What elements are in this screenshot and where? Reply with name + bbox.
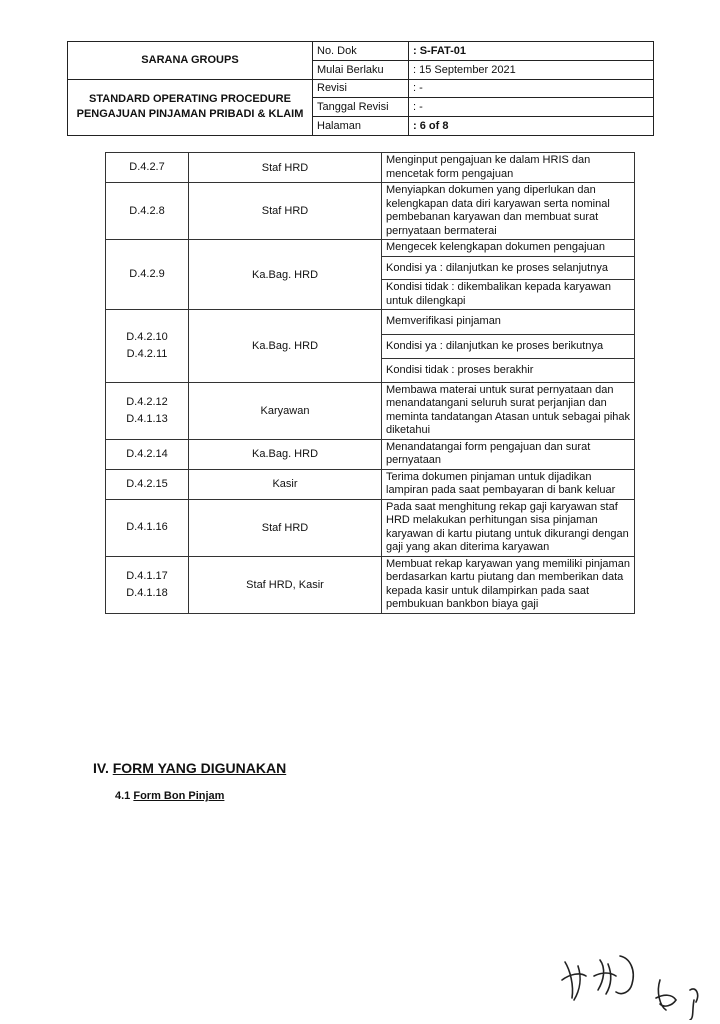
step-action: Membuat rekap karyawan yang memiliki pinjaman berdasarkan kartu piutang dan memberikan data kepada kasir untuk dilampirkan pada saat pembukuan bankbon biaya gaji [382,556,635,613]
table-row [106,499,635,556]
step-action: Menginput pengajuan ke dalam HRIS dan mencetak form pengajuan [382,153,635,183]
step-role: Ka.Bag. HRD [189,310,382,383]
table-row [106,556,635,613]
field-value: : - [409,79,654,98]
step-role: Karyawan [189,382,382,439]
section-title: FORM YANG DIGUNAKAN [112,760,287,776]
table-row [106,382,635,439]
step-code: D.4.1.17 D.4.1.18 [106,556,189,613]
field-label: Revisi [313,79,409,98]
step-role: Staf HRD [189,499,382,556]
procedure-table [105,152,635,614]
step-action: Memverifikasi pinjaman Kondisi ya : dilanjutkan ke proses berikutnya Kondisi tidak : proses berakhir [382,310,635,383]
step-role: Staf HRD [189,153,382,183]
section-heading [93,760,286,776]
field-value: : 15 September 2021 [409,60,654,79]
step-code: D.4.2.12 D.4.1.13 [106,382,189,439]
field-label: Tanggal Revisi [313,98,409,117]
step-code: D.4.1.16 [106,499,189,556]
field-value: : 6 of 8 [409,117,654,136]
step-role: Staf HRD, Kasir [189,556,382,613]
step-code: D.4.2.7 [106,153,189,183]
step-role: Ka.Bag. HRD [189,240,382,310]
table-row [106,469,635,499]
step-role: Staf HRD [189,183,382,240]
document-header [67,41,654,136]
table-row [106,183,635,240]
step-code: D.4.2.15 [106,469,189,499]
field-label: Mulai Berlaku [313,60,409,79]
step-role: Ka.Bag. HRD [189,439,382,469]
title-line-2: PENGAJUAN PINJAMAN PRIBADI & KLAIM [76,108,304,121]
subsection-title: Form Bon Pinjam [133,790,225,802]
step-code: D.4.2.10 D.4.2.11 [106,310,189,383]
step-action: Terima dokumen pinjaman untuk dijadikan lampiran pada saat pembayaran di bank keluar [382,469,635,499]
step-action: Pada saat menghitung rekap gaji karyawan staf HRD melakukan perhitungan sisa pinjaman karyawan di kartu piutang untuk dikurangi dengan gaji yang akan diterima karyawan [382,499,635,556]
table-row [106,439,635,469]
step-code: D.4.2.8 [106,183,189,240]
field-label: Halaman [313,117,409,136]
step-code: D.4.2.9 [106,240,189,310]
company-name: SARANA GROUPS [68,42,313,80]
field-value: : S-FAT-01 [409,42,654,61]
field-label: No. Dok [313,42,409,61]
step-role: Kasir [189,469,382,499]
step-action: Menandatangai form pengajuan dan surat pernyataan [382,439,635,469]
table-row [106,153,635,183]
subsection-heading [115,790,224,802]
step-action: Mengecek kelengkapan dokumen pengajuan Kondisi ya : dilanjutkan ke proses selanjutnya Kondisi tidak : dikembalikan kepada karyawan untuk dilengkapi [382,240,635,310]
step-action: Menyiapkan dokumen yang diperlukan dan kelengkapan data diri karyawan serta nominal pembebanan karyawan dan membuat surat pernyataan bermaterai [382,183,635,240]
section-number: IV. [93,760,109,776]
step-code: D.4.2.14 [106,439,189,469]
title-line-1: STANDARD OPERATING PROCEDURE [89,93,291,106]
table-row [106,240,635,310]
document-title [68,79,313,135]
step-action: Membawa materai untuk surat pernyataan dan menandatangani seluruh surat perjanjian dan meminta tandatangan Atasan untuk sebagai pihak diketahui [382,382,635,439]
handwritten-initials [560,950,710,1020]
table-row [106,310,635,383]
subsection-number: 4.1 [115,790,131,802]
field-value: : - [409,98,654,117]
